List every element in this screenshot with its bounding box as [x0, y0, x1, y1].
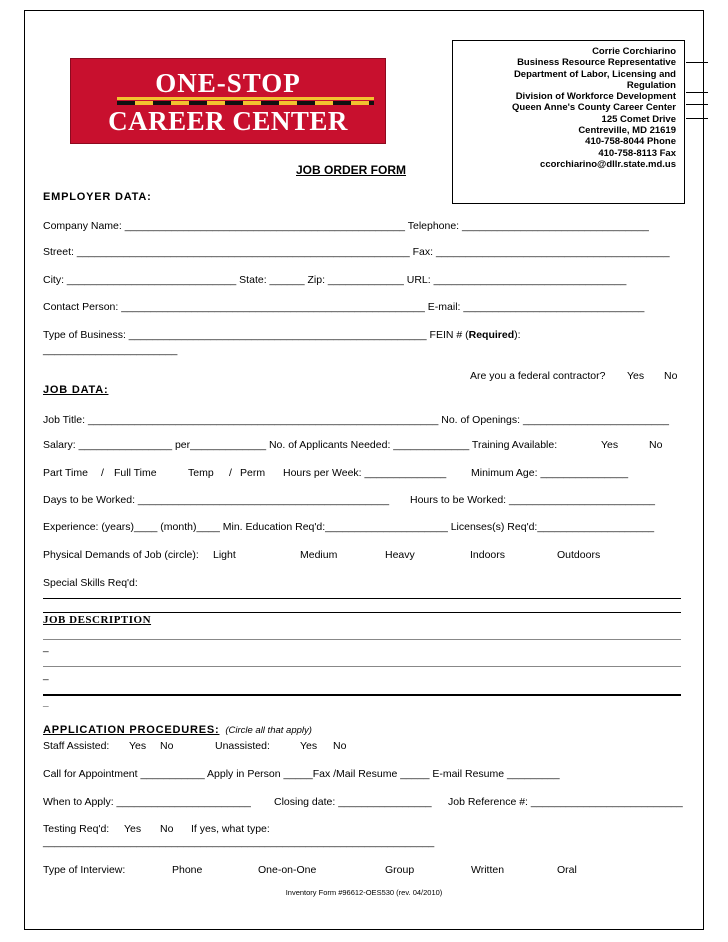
- job-heading-text: JOB DATA: [43, 384, 104, 396]
- interview-written-option[interactable]: Written: [471, 864, 505, 876]
- job-data-heading: [43, 384, 108, 396]
- job-description-line[interactable]: [43, 639, 681, 640]
- margin-tick: [686, 92, 708, 93]
- city-field[interactable]: City: _____________________________ State: ______ Zip: _____________ URL: _________________________________: [43, 274, 627, 286]
- unassisted-no-option[interactable]: No: [333, 740, 347, 752]
- slash-separator: /: [229, 467, 232, 479]
- contact-division: Division of Workforce Development: [515, 91, 676, 103]
- testing-required-label: Testing Req'd:: [43, 823, 110, 835]
- call-for-appointment-field[interactable]: Call for Appointment ___________ Apply in Person _____Fax /Mail Resume _____ E-mail Resume _________: [43, 768, 560, 780]
- special-skills-label: Special Skills Req'd:: [43, 577, 138, 589]
- business-type-continuation[interactable]: _______________________: [43, 344, 178, 356]
- job-description-dash: _: [43, 642, 49, 653]
- training-no-option[interactable]: No: [649, 439, 663, 451]
- staff-yes-option[interactable]: Yes: [129, 740, 147, 752]
- minimum-age-field[interactable]: Minimum Age: _______________: [471, 467, 629, 479]
- job-description-dash: _: [43, 697, 49, 708]
- federal-no-option[interactable]: No: [664, 370, 678, 382]
- job-description-heading: JOB DESCRIPTION: [43, 614, 152, 626]
- job-heading-colon: :: [104, 384, 109, 396]
- contact-dept-2: Regulation: [626, 79, 676, 91]
- business-type-text: Type of Business: ___________________________________________________ FEIN # (: [43, 329, 469, 341]
- job-description-dash: _: [43, 670, 49, 681]
- application-procedures-heading: APPLICATION PROCEDURES:: [43, 724, 220, 736]
- contact-role: Business Resource Representative: [517, 57, 676, 69]
- business-type-field[interactable]: [43, 329, 521, 341]
- contact-box: [452, 40, 685, 204]
- contact-name: Corrie Corchiarino: [592, 46, 676, 57]
- margin-tick: [686, 118, 708, 119]
- employer-heading-colon: :: [147, 191, 152, 203]
- physical-demands-label: Physical Demands of Job (circle):: [43, 549, 199, 561]
- closing-date-field[interactable]: Closing date: ________________: [274, 796, 432, 808]
- contact-email: ccorchiarino@dllr.state.md.us: [540, 158, 676, 170]
- contact-person-field[interactable]: Contact Person: ____________________________________________________ E-mail: _______________________________: [43, 301, 645, 313]
- days-worked-field[interactable]: Days to be Worked: ___________________________________________: [43, 494, 390, 506]
- testing-no-option[interactable]: No: [160, 823, 174, 835]
- federal-yes-option[interactable]: Yes: [627, 370, 645, 382]
- inventory-form-footer: Inventory Form #96612-OES530 (rev. 04/2010): [285, 888, 443, 897]
- contact-city: Centreville, MD 21619: [578, 125, 676, 137]
- testing-type-label: If yes, what type:: [191, 823, 270, 835]
- contact-phone: 410-758-8044 Phone: [585, 136, 676, 148]
- contact-street: 125 Comet Drive: [601, 113, 676, 125]
- temp-option[interactable]: Temp: [188, 467, 214, 479]
- special-skills-line[interactable]: [43, 598, 681, 599]
- job-reference-field[interactable]: Job Reference #: __________________________: [448, 796, 683, 808]
- logo-stripe-pattern: [117, 101, 374, 105]
- contact-center: Queen Anne's County Career Center: [512, 102, 676, 114]
- margin-tick: [686, 104, 708, 105]
- unassisted-label: Unassisted:: [215, 740, 270, 752]
- interview-group-option[interactable]: Group: [385, 864, 415, 876]
- interview-oral-option[interactable]: Oral: [557, 864, 577, 876]
- contact-dept: Department of Labor, Licensing and: [513, 68, 676, 80]
- phys-medium-option[interactable]: Medium: [300, 549, 338, 561]
- when-to-apply-field[interactable]: When to Apply: _______________________: [43, 796, 251, 808]
- application-procedures-row: [43, 724, 312, 736]
- unassisted-yes-option[interactable]: Yes: [300, 740, 318, 752]
- testing-type-field[interactable]: ___________________________________________________________________: [43, 836, 435, 848]
- interview-one-on-one-option[interactable]: One-on-One: [258, 864, 317, 876]
- special-skills-line[interactable]: [43, 612, 681, 613]
- phys-outdoors-option[interactable]: Outdoors: [557, 549, 601, 561]
- federal-contractor-question: Are you a federal contractor?: [470, 370, 606, 382]
- one-stop-career-center-logo: [70, 58, 386, 144]
- phys-light-option[interactable]: Light: [213, 549, 236, 561]
- phys-indoors-option[interactable]: Indoors: [470, 549, 506, 561]
- logo-line-2: CAREER CENTER: [108, 106, 348, 136]
- employer-heading-text: EMPLOYER DATA: [43, 191, 148, 203]
- part-time-option[interactable]: Part Time: [43, 467, 88, 479]
- full-time-option[interactable]: Full Time: [114, 467, 157, 479]
- form-title: JOB ORDER FORM: [296, 163, 407, 177]
- contact-fax: 410-758-8113 Fax: [598, 147, 676, 159]
- employer-data-heading: [43, 191, 152, 203]
- interview-phone-option[interactable]: Phone: [172, 864, 203, 876]
- street-field[interactable]: Street: _________________________________________________________ Fax: ________________________________________: [43, 246, 670, 258]
- staff-no-option[interactable]: No: [160, 740, 174, 752]
- logo-line-1: ONE-STOP: [155, 68, 301, 98]
- hours-worked-field[interactable]: Hours to be Worked: _________________________: [410, 494, 656, 506]
- salary-field[interactable]: Salary: ________________ per_____________ No. of Applicants Needed: _____________ Training Available:: [43, 439, 558, 451]
- company-name-field[interactable]: Company Name: ________________________________________________ Telephone: ________________________________: [43, 220, 649, 232]
- testing-yes-option[interactable]: Yes: [124, 823, 142, 835]
- slash-separator: /: [101, 467, 104, 479]
- training-yes-option[interactable]: Yes: [601, 439, 619, 451]
- staff-assisted-label: Staff Assisted:: [43, 740, 110, 752]
- job-title-field[interactable]: Job Title: ____________________________________________________________ No. of Openings: _________________________: [43, 414, 669, 426]
- experience-field[interactable]: Experience: (years)____ (month)____ Min. Education Req'd:_____________________ Licenses(s) Req'd:____________________: [43, 521, 655, 533]
- application-procedures-note: (Circle all that apply): [225, 725, 312, 736]
- perm-option[interactable]: Perm: [240, 467, 266, 479]
- hours-per-week-field[interactable]: Hours per Week: ______________: [283, 467, 447, 479]
- phys-heavy-option[interactable]: Heavy: [385, 549, 415, 561]
- job-description-line[interactable]: [43, 694, 681, 696]
- required-label: Required: [468, 329, 515, 341]
- business-type-close: ):: [514, 329, 521, 341]
- job-description-line[interactable]: [43, 666, 681, 667]
- margin-tick: [686, 62, 708, 63]
- interview-type-label: Type of Interview:: [43, 864, 126, 876]
